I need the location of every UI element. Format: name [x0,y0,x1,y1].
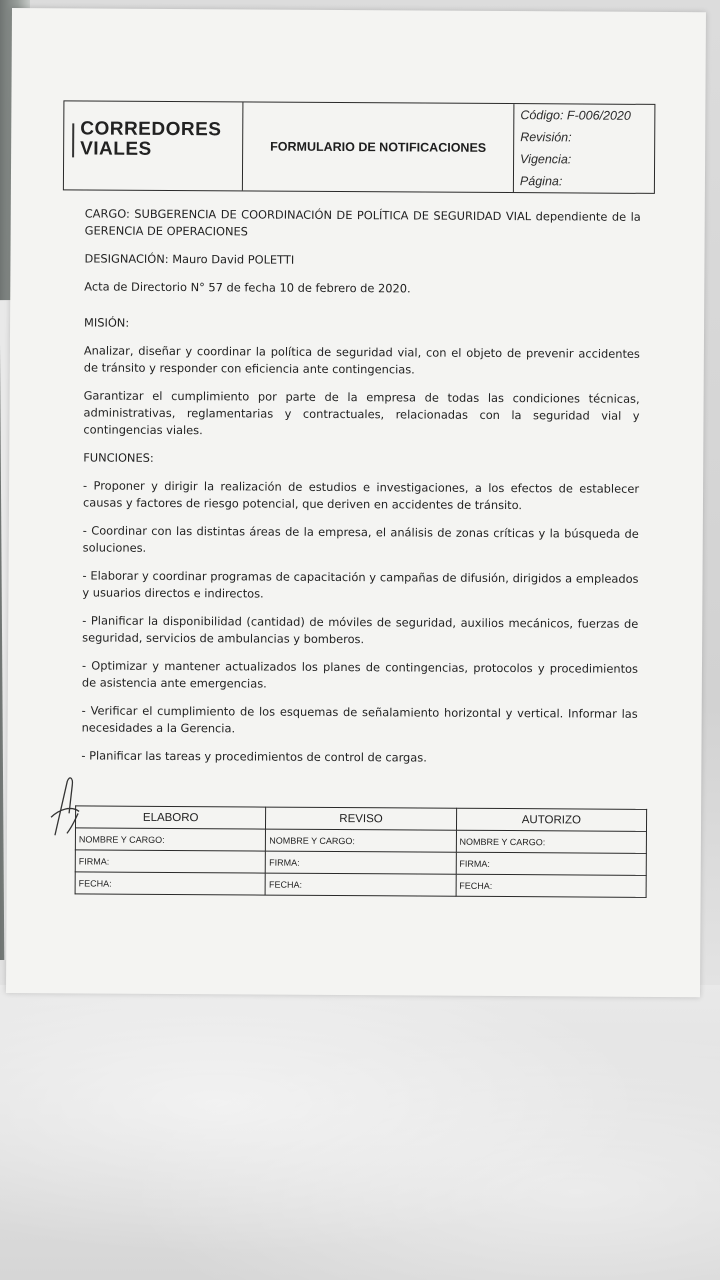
form-meta [514,104,655,193]
column-header-elaboro: ELABORO [75,806,265,829]
meta-vigencia: Vigencia: [520,152,572,167]
meta-codigo: Código: F-006/2020 [520,108,631,123]
acta-text: Acta de Directorio N° 57 de fecha 10 de febrero de 2020. [84,279,411,296]
cell-firma: FIRMA: [266,851,456,874]
funcion-item: - Optimizar y mantener actualizados los planes de contingencias, protocolos y procedimientos de asistencia ante emergencias. [81,658,639,691]
funcion-item: - Planificar la disponibilidad (cantidad) de móviles de seguridad, auxilios mecánicos, fuerzas de seguridad, servicios de ambulancias y bomberos. [82,613,639,647]
logo-line-1: CORREDORES [80,118,222,141]
form-header [63,100,656,194]
background-cloth [0,985,720,1280]
column-header-reviso: REVISO [266,807,456,830]
logo-line-2: VIALES [80,138,152,160]
mision-paragraph-2: Garantizar el cumplimiento por parte de la empresa de todas las condiciones técnicas, administrativas, reglamentarias y contractuales, relacionadas con la seguridad vial y contingencias viales. [83,388,640,438]
mision-paragraph-1: Analizar, diseñar y coordinar la política de seguridad vial, con el objeto de prevenir accidentes de tránsito y responder con eficiencia ante contingencias. [83,343,640,377]
document-body [81,205,640,778]
cell-nombre-cargo: NOMBRE Y CARGO: [75,828,265,851]
cell-nombre-cargo: NOMBRE Y CARGO: [266,829,456,852]
cell-fecha: FECHA: [75,872,265,895]
funcion-item: - Planificar las tareas y procedimientos de control de cargas. [81,748,427,765]
cargo-text: CARGO: SUBGERENCIA DE COORDINACIÓN DE POLÍTICA DE SEGURIDAD VIAL dependiente de la GERENCIA DE OPERACIONES [84,206,641,239]
cell-fecha: FECHA: [456,874,646,897]
cell-firma: FIRMA: [456,852,646,875]
form-title: FORMULARIO DE NOTIFICACIONES [243,102,515,192]
meta-revision: Revisión: [520,130,572,145]
cell-firma: FIRMA: [75,850,265,873]
meta-pagina: Página: [519,174,563,189]
cell-fecha: FECHA: [265,873,455,896]
logo-text [80,119,221,160]
column-header-autorizo: AUTORIZO [456,808,646,831]
funcion-item: - Proponer y dirigir la realización de estudios e investigaciones, a los efectos de establecer causas y factores de riesgo potencial, que deriven en accidentes de tránsito. [82,478,640,513]
mision-heading: MISIÓN: [84,315,130,330]
document-page [6,8,706,997]
company-logo [64,101,244,190]
cell-nombre-cargo: NOMBRE Y CARGO: [456,830,646,853]
logo-bar [72,123,74,157]
designacion-text: DESIGNACIÓN: Mauro David POLETTI [84,251,295,267]
funcion-item: - Elaborar y coordinar programas de capacitación y campañas de difusión, dirigidos a empleados y usuarios directos e indirectos. [82,568,639,601]
signature-table [75,805,648,897]
table-row [75,872,646,897]
funciones-heading: FUNCIONES: [83,450,154,465]
funcion-item: - Verificar el cumplimiento de los esquemas de señalamiento horizontal y vertical. Informar las necesidades a la Gerencia. [81,703,638,736]
funcion-item: - Coordinar con las distintas áreas de la empresa, el análisis de zonas críticas y la búsqueda de soluciones. [82,523,639,555]
